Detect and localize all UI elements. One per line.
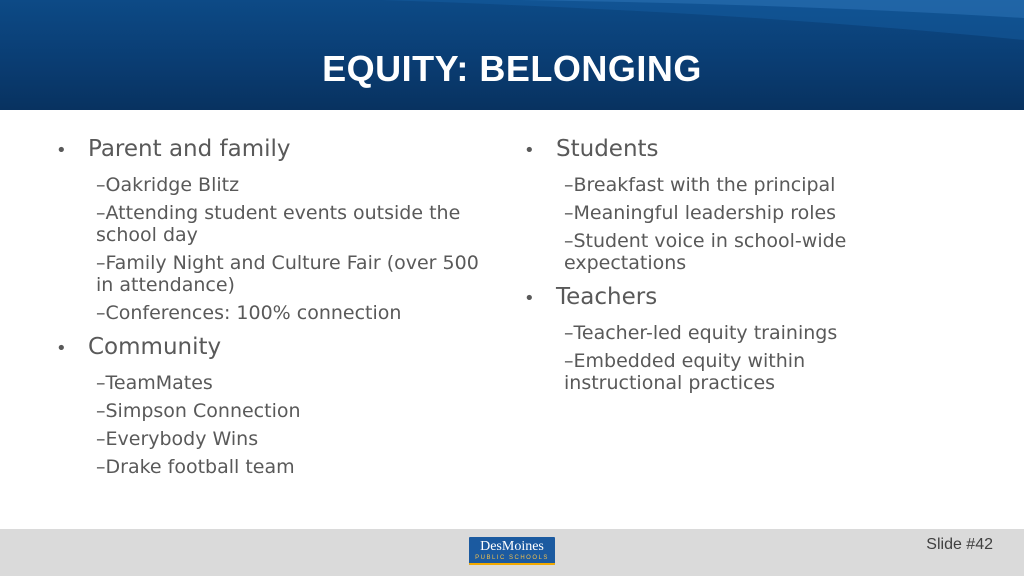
list-item: –Oakridge Blitz bbox=[96, 174, 240, 196]
list-item: –Teacher-led equity trainings bbox=[564, 322, 838, 344]
bullet-students bbox=[524, 132, 854, 168]
left-column bbox=[56, 132, 501, 484]
sub-list bbox=[56, 372, 501, 478]
bullet-heading: Community bbox=[88, 334, 222, 360]
bullet-parent-family bbox=[56, 132, 501, 168]
bullet-heading: Students bbox=[556, 136, 659, 162]
bullet-community bbox=[56, 330, 501, 366]
logo-subtitle: PUBLIC SCHOOLS bbox=[475, 555, 549, 561]
slide-number: Slide #42 bbox=[926, 536, 993, 553]
bullet-dot-icon: • bbox=[56, 140, 67, 161]
bullet-dot-icon: • bbox=[524, 288, 535, 309]
slide-title: EQUITY: BELONGING bbox=[322, 48, 702, 89]
list-item: –Simpson Connection bbox=[96, 400, 301, 422]
right-column bbox=[524, 132, 854, 400]
sub-list bbox=[56, 174, 501, 324]
bullet-teachers bbox=[524, 280, 854, 316]
list-item: –Attending student events outside the school day bbox=[96, 202, 461, 246]
bullet-dot-icon: • bbox=[524, 140, 535, 161]
sub-list bbox=[524, 174, 854, 274]
list-item: –Drake football team bbox=[96, 456, 295, 478]
list-item: –TeamMates bbox=[96, 372, 213, 394]
bullet-dot-icon: • bbox=[56, 338, 67, 359]
bullet-heading: Parent and family bbox=[88, 136, 291, 162]
list-item: –Student voice in school-wide expectations bbox=[564, 230, 847, 274]
des-moines-logo bbox=[469, 537, 555, 565]
logo-accent-bar bbox=[469, 563, 555, 565]
list-item: –Everybody Wins bbox=[96, 428, 259, 450]
list-item: –Breakfast with the principal bbox=[564, 174, 836, 196]
sub-list bbox=[524, 322, 854, 394]
list-item: –Family Night and Culture Fair (over 500 in attendance) bbox=[96, 252, 479, 296]
list-item: –Conferences: 100% connection bbox=[96, 302, 402, 324]
logo-name: DesMoines bbox=[480, 539, 544, 554]
header-banner bbox=[0, 0, 1024, 110]
list-item: –Meaningful leadership roles bbox=[564, 202, 837, 224]
bullet-heading: Teachers bbox=[556, 284, 658, 310]
list-item: –Embedded equity within instructional practices bbox=[564, 350, 806, 394]
